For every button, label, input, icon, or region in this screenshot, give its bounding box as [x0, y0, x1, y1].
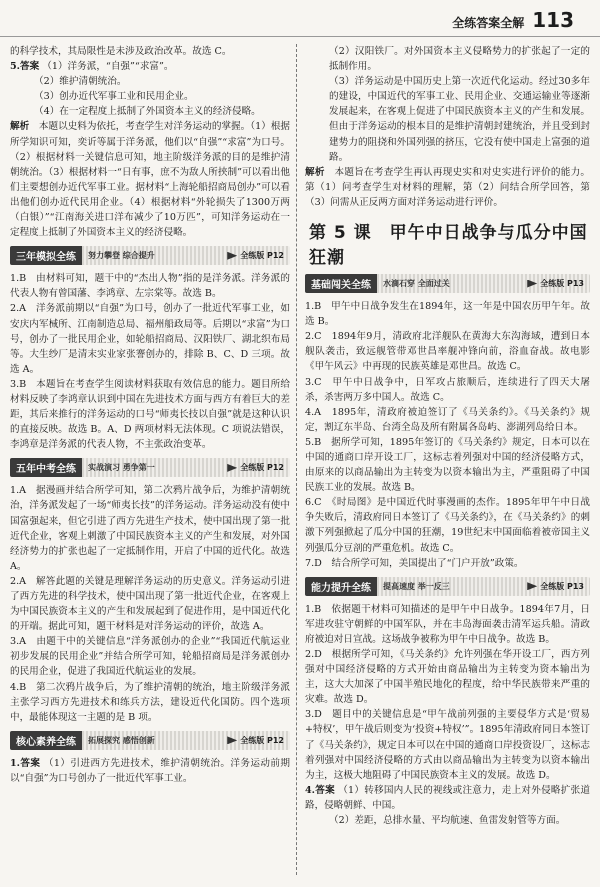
band-title: 核心素养全练: [10, 731, 82, 750]
left-column: [10, 44, 290, 881]
band-ref: [527, 278, 584, 289]
answer-n1: 1.A 据漫画并结合所学可知，第二次鸦片战争后，为维护清朝统治，洋务派发起了一场“师夷长技”的洋务运动。洋务运动没有使中国富强起来，但它引进了西方先进生产技术，使中国出现了第一批近代企业，客观上刺激了中国民族资本主义的产生和发展，对外国经济势力的扩张也起了一定抵制作用，开启了中国的近代化。故选 A。: [10, 485, 290, 572]
band-title: 三年模拟全练: [10, 246, 82, 265]
page-header: [452, 8, 574, 32]
answer-m2: 2.A 洋务派前期以“自强”为口号，创办了一批近代军事工业，如安庆内军械所、江南制造总局、福州船政局等。后期以“求富”为口号，创办了一批民用企业，如轮船招商局、汉阳铁厂、湖北织布局等。大生纱厂是清末实业家张謇创办的，排除 B、C、D 三项。故选 A。: [10, 303, 290, 375]
band-title: 五年中考全练: [10, 458, 82, 477]
answer-c1: [10, 756, 290, 786]
explanation-label: 解析: [10, 121, 30, 133]
explanation-label: 解析: [305, 166, 325, 178]
band-ref: [227, 462, 284, 473]
answer-p4-2: （2）差距，总排水量、平均航速、鱼雷发射管等方面。: [329, 815, 566, 827]
p4-text: （1）转移国内人民的视线或注意力，走上对外侵略扩张道路，侵略朝鲜、中国。: [305, 784, 590, 811]
cont-answer-3: （3）洋务运动是中国历史上第一次近代化运动。经过30多年的建设，中国近代的军事工业、民用企业、交通运输业等逐渐发展起来，在客观上促进了中国民族资本主义的产生和发展。但由于洋务运动的根本目的是维护清朝封建统治，并且受到封建势力的阻挠和外国列强的挤压，它没有使中国走上富强的道路。: [329, 76, 590, 163]
intro-text: 的科学技术，其局限性是未涉及政治改革。故选 C。: [10, 46, 232, 57]
section-band-ability: [305, 577, 590, 596]
q5-explanation: [10, 119, 290, 240]
band-title: 能力提升全练: [305, 577, 377, 596]
answer-b1: 1.B 甲午中日战争发生在1894年，这一年是中国农历甲午年。故选 B。: [305, 301, 590, 328]
arrow-icon: [227, 252, 237, 260]
right-column: [305, 44, 590, 881]
band-ref-text: 全练版 P13: [540, 279, 584, 289]
q5-answer-2: （2）维护清朝统治。: [34, 76, 127, 88]
q5-label: 5.答案: [10, 61, 40, 73]
section-band-five-year: [10, 458, 290, 477]
arrow-icon: [227, 464, 237, 472]
band-ref-text: 全练版 P12: [240, 251, 284, 261]
q5-expl-text: 本题以史料为依托，考查学生对洋务运动的掌握。（1）根据所学知识可知，奕䜣等属于洋务派，他们以“自强”“求富”为口号。（2）根据材料一关键信息可知，地主阶级洋务派的目的是维护清朝统治。（3）根据材料一“日有事，庶不为敌人所挟制”可以看出他们主要想创办近代军事工业。据材料“上海轮船招商局创办”可以看出他们创办近代民用企业。（4）根据材料“外轮损失了1300万两（白银）”“江南海关进口洋布减少了10万匹”，可知洋务运动在一定程度上抵制了外国资本主义的经济侵略。: [10, 121, 290, 239]
cont-answer-2: （2）汉阳铁厂。对外国资本主义侵略势力的扩张起了一定的抵制作用。: [329, 46, 590, 73]
band-ref: [527, 581, 584, 592]
c1-label: 1.答案: [10, 757, 41, 769]
c1-text: （1）引进西方先进技术，维护清朝统治。洋务运动前期以“自强”为口号创办了一批近代军事工业。: [10, 757, 290, 784]
section-band-basic: [305, 274, 590, 293]
answer-b7: 7.D 结合所学可知，美国提出了“门户开放”政策。: [305, 557, 524, 569]
arrow-icon: [527, 582, 537, 590]
answer-n3: 3.A 由题干中的关键信息“洋务派创办的企业”“我国近代航运业初步发展的民用企业”并结合所学可知，轮船招商局是洋务派创办的民用企业，促进了我国近代航运业的发展。: [10, 636, 290, 678]
column-divider: [296, 44, 297, 875]
band-subtitle: 努力攀登 综合提升: [88, 251, 155, 261]
arrow-icon: [527, 280, 537, 288]
section-band-core: [10, 731, 290, 750]
band-subtitle: 提高速度 举一反三: [383, 581, 450, 591]
q5-answer-1: [10, 59, 290, 74]
answer-b4: 4.A 1895年，清政府被迫签订了《马关条约》。《马关条约》规定，割辽东半岛、台湾全岛及所有附属各岛屿、澎湖列岛给日本。: [305, 406, 590, 433]
answer-b6: 6.C 《时局图》是中国近代时事漫画的杰作。1895年甲午中日战争失败后，清政府同日本签订了《马关条约》，在《马关条约》的刺激下列强掀起了瓜分中国的狂潮，19世纪末中国面临着被帝国主义列强瓜分豆剖的严重危机。故选 C。: [305, 497, 590, 554]
answer-p1: 1.B 依据题干材料可知描述的是甲午中日战争。1894年7月，日军进攻驻守朝鲜的中国军队，并在丰岛海面袭击清军运兵船。清政府被迫对日宣战。这场战争被称为甲午中日战争。故选 B。: [305, 603, 590, 645]
band-ref: [227, 735, 284, 746]
arrow-icon: [227, 736, 237, 744]
answer-b5: 5.B 据所学可知，1895年签订的《马关条约》规定，日本可以在中国的通商口岸开设工厂，这标志着列强对中国的经济侵略方式，由原来的以商品输出为主转变为以资本输出为主，严重阻碍了中国民族工业的发展。故选 B。: [305, 436, 590, 494]
section-band-three-year: [10, 246, 290, 265]
lesson-title: 第 5 课 甲午中日战争与瓜分中国狂潮: [309, 223, 588, 269]
band-ref-text: 全练版 P12: [240, 463, 284, 473]
band-title: 基础闯关全练: [305, 274, 377, 293]
answer-p2: 2.D 根据所学可知，《马关条约》允许列强在华开设工厂，西方列强对中国经济侵略的方式开始由商品输出为主转变为资本输出为主，这大大加深了中国半殖民地化的程度，给中华民族带来严重的灾难。故选 D。: [305, 649, 590, 706]
band-ref: [227, 250, 284, 261]
band-subtitle: 水滴石穿 全面过关: [383, 279, 450, 289]
answer-p4: [305, 783, 590, 813]
band-subtitle: 实战演习 勇争第一: [88, 463, 155, 473]
cont-explanation: [305, 165, 590, 210]
answer-b2: 2.C 1894年9月，清政府北洋舰队在黄海大东沟海域，遭到日本舰队袭击，致远舰管带邓世昌率舰冲锋向前，浴血奋战。故电影《甲午风云》中再现的民族英雄是邓世昌。故选 C。: [305, 331, 590, 373]
answer-m1: 1.B 由材料可知，题干中的“杰出人物”指的是洋务派。洋务派的代表人物有曾国藩、李鸿章、左宗棠等。故选 B。: [10, 273, 290, 300]
header-title: 全练答案全解: [452, 16, 525, 30]
cont-expl-text: 本题旨在考查学生再认再现史实和对史实进行评价的能力。第（1）问考查学生对材料的理解，第（2）问结合所学回答，第（3）问需从正反两方面对洋务运动进行评价。: [305, 166, 590, 208]
band-ref-text: 全练版 P13: [540, 581, 584, 591]
answer-n2: 2.A 解答此题的关键是理解洋务运动的历史意义。洋务运动引进了西方先进的科学技术，使中国出现了第一批近代企业，在客观上为中国民族资本主义的产生和发展起到了促进作用，是中国近代化的开端。据此可知，题干材料是对洋务运动的评价，故选 A。: [10, 575, 290, 633]
answer-m3: 3.B 本题旨在考查学生阅读材料获取有效信息的能力。题目所给材料反映了李鸿章认识到中国在先进技术方面与西方有着巨大的差距，其后来推行的洋务运动的口号“师夷长技以自强”就是这种认识的直接反映。故选 B。A、D 两项材料无法体现。C 项说法错误，李鸿章是洋务派的代表人物，不主张政治变革。: [10, 378, 290, 451]
p4-label: 4.答案: [305, 784, 335, 796]
answer-n4: 4.B 第二次鸦片战争后，为了维护清朝的统治，地主阶级洋务派主张学习西方先进技术和练兵方法，建设近代化国防。四个选项中，最能体现这一主题的是 B 项。: [10, 681, 290, 723]
page-number: 113: [532, 8, 574, 32]
q5-answer-4: （4）在一定程度上抵制了外国资本主义的经济侵略。: [34, 106, 261, 118]
q5-answer-3: （3）创办近代军事工业和民用企业。: [34, 91, 194, 103]
header-rule: [0, 36, 600, 37]
answer-b3: 3.C 甲午中日战争中，日军攻占旅顺后，连续进行了四天大屠杀，杀害两万多中国人。故选 C。: [305, 376, 590, 403]
band-ref-text: 全练版 P12: [240, 735, 284, 745]
band-subtitle: 拓展探究 感悟创新: [88, 735, 155, 745]
q5-ans-1: （1）洋务派，“自强”“求富”。: [42, 61, 174, 73]
answer-p3: 3.D 题目中的关键信息是“甲午战前列强的主要侵华方式是‘贸易+特权’，甲午战后则变为‘投资+特权’”。1895年清政府同日本签订了《马关条约》，规定日本可以在中国的通商口岸投资设厂，这标志着列强对中国经济侵略的方式由以商品输出为主转变为以资本输出为主，这极大地阻碍了中国民族资本主义的发展。故选 D。: [305, 709, 590, 781]
